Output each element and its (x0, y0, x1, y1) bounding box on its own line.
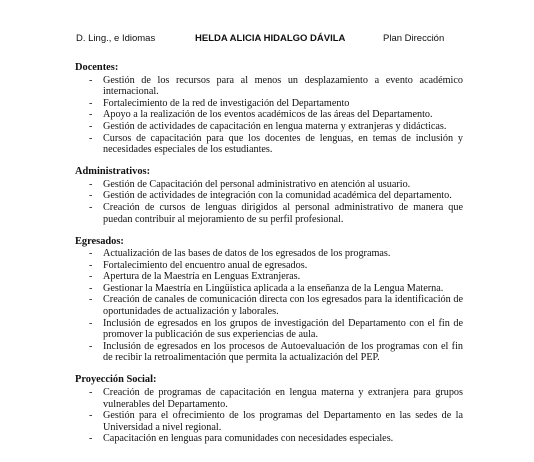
section-title: Administrativos: (75, 166, 151, 178)
list-item: - Actualización de las bases de datos de los egresados de los programas. (75, 248, 463, 260)
bullet-list (75, 75, 463, 156)
section-title: Egresados: (75, 235, 124, 247)
list-item: - Gestión de Capacitación del personal administrativo en atención al usuario. (75, 179, 463, 191)
section-title: Proyección Social: (75, 374, 157, 386)
list-item: - Gestión de actividades de integración con la comunidad académica del departamento. (75, 190, 463, 202)
bullet-list (75, 179, 463, 225)
section-proyeccion-social (75, 374, 463, 445)
list-item: - Apertura de la Maestría en Lenguas Extranjeras. (75, 271, 463, 283)
list-item: - Gestionar la Maestría en Lingüística aplicada a la enseñanza de la Lengua Materna. (75, 283, 463, 295)
bullet-list (75, 248, 463, 364)
section-title: Docentes: (75, 62, 119, 73)
list-item: - Creación de canales de comunicación directa con los egresados para la identificación de oportunidades de actualización y laborales. (75, 294, 463, 317)
list-item: - Gestión de los recursos para al menos un desplazamiento a evento académico internacional. (75, 75, 463, 98)
list-item: - Creación de cursos de lenguas dirigidos al personal administrativo de manera que puedan contribuir al mejoramiento de su perfil profesional. (75, 202, 463, 225)
bullet-list (75, 387, 463, 445)
list-item: - Gestión de actividades de capacitación en lengua materna y extranjeras y didácticas. (75, 121, 463, 133)
header-department: D. Ling., e Idiomas (76, 33, 156, 44)
list-item: - Fortalecimiento de la red de investigación del Departamento (75, 98, 463, 110)
header-author: HELDA ALICIA HIDALGO DÁVILA (195, 33, 346, 44)
header-plan: Plan Dirección (383, 33, 445, 44)
list-item: - Fortalecimiento del encuentro anual de egresados. (75, 260, 463, 272)
document-body (75, 62, 463, 455)
list-item: - Inclusión de egresados en los grupos de investigación del Departamento con el fin de promover la publicación de sus experiencias de aula. (75, 318, 463, 341)
list-item: - Gestión para el ofrecimiento de los programas del Departamento en las sedes de la Universidad a nivel regional. (75, 410, 463, 433)
section-administrativos (75, 166, 463, 225)
list-item: - Cursos de capacitación para que los docentes de lenguas, en temas de inclusión y necesidades especiales de los estudiantes. (75, 133, 463, 156)
list-item: - Creación de programas de capacitación en lengua materna y extranjera para grupos vulnerables del Departamento. (75, 387, 463, 410)
section-docentes (75, 62, 463, 156)
list-item: - Inclusión de egresados en los procesos de Autoevaluación de los programas con el fin de recibir la retroalimentación que permita la actualización del PEP. (75, 341, 463, 364)
list-item: - Capacitación en lenguas para comunidades con necesidades especiales. (75, 433, 463, 445)
list-item: - Apoyo a la realización de los eventos académicos de las áreas del Departamento. (75, 109, 463, 121)
section-egresados (75, 236, 463, 365)
